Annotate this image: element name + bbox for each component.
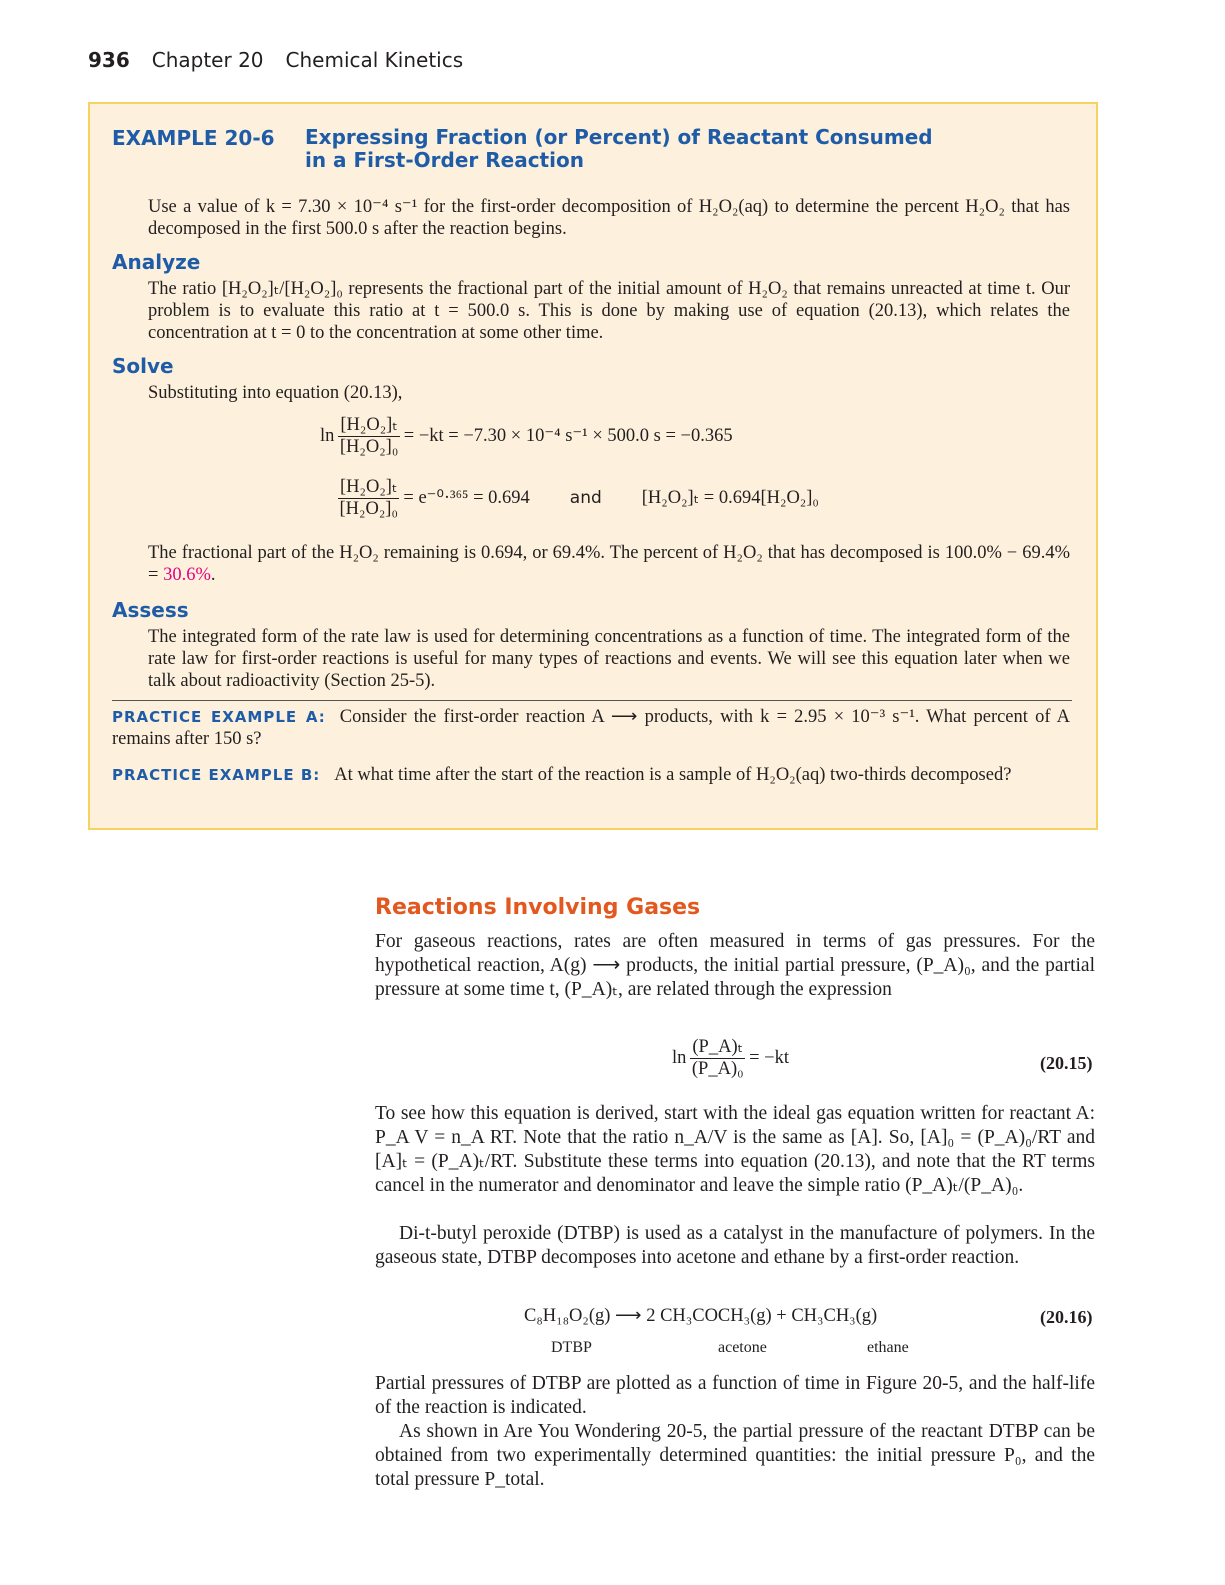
chapter-title: Chemical Kinetics (285, 48, 464, 72)
numerator: [H₂O₂]ₜ (340, 477, 398, 497)
example-box (88, 102, 1098, 830)
label-ethane: ethane (867, 1339, 909, 1356)
equation-20-15 (672, 1036, 789, 1080)
section-paragraph-4: Partial pressures of DTBP are plotted as a function of time in Figure 20-5, and the half-life of the reaction is indicated. (375, 1373, 1095, 1418)
equation-number-20-15: (20.15) (1040, 1053, 1093, 1073)
fraction (338, 476, 399, 520)
practice-a-text: Consider the first-order reaction A ⟶ products, with k = 2.95 × 10⁻³ s⁻¹. What percent of A remains after 150 s? (112, 707, 1070, 749)
label-dtbp: DTBP (551, 1339, 592, 1356)
analyze-heading: Analyze (112, 250, 201, 274)
result-text: The fractional part of the H₂O₂ remaining is 0.694, or 69.4%. The percent of H₂O₂ that has decomposed is 100.0% − 69.4% = (148, 543, 1070, 585)
equation-rhs: = e⁻⁰·³⁶⁵ = 0.694 (403, 488, 530, 508)
practice-b-label: PRACTICE EXAMPLE B: (112, 766, 321, 784)
practice-a-label: PRACTICE EXAMPLE A: (112, 708, 326, 726)
equation-rhs: = −kt (749, 1047, 789, 1068)
assess-text: The integrated form of the rate law is used for determining concentrations as a function of time. The integrated form of the rate law for first-order reactions is useful for many types of reactions and events. We will see this equation later when we talk about radioactivity (Section 25-5). (148, 627, 1070, 691)
section-paragraph-5: As shown in Are You Wondering 20-5, the partial pressure of the reactant DTBP can be obtained from two experimentally determined quantities: the initial pressure P₀, and the total pressure P_total. (375, 1421, 1095, 1490)
numerator: [H₂O₂]ₜ (340, 415, 398, 435)
practice-example-a (112, 706, 1070, 750)
solve-result: The fractional part of the H₂O₂ remaining is 0.694, or 69.4%. The percent of H₂O₂ that has decomposed is 100.0% − 69.4% = 30.6%. (148, 543, 1070, 585)
example-label: EXAMPLE 20-6 (112, 126, 275, 150)
section-paragraph-3: Di-t-butyl peroxide (DTBP) is used as a catalyst in the manufacture of polymers. In the gaseous state, DTBP decomposes into acetone and ethane by a first-order reaction. (375, 1223, 1095, 1268)
equation-rhs: = −kt = −7.30 × 10⁻⁴ s⁻¹ × 500.0 s = −0.365 (403, 426, 733, 446)
solve-heading: Solve (112, 354, 174, 378)
label-acetone: acetone (718, 1339, 767, 1356)
numerator: (P_A)ₜ (692, 1037, 744, 1057)
ln-symbol: ln (320, 425, 335, 446)
practice-b-text: At what time after the start of the reaction is a sample of H₂O₂(aq) two-thirds decomposed? (334, 765, 1012, 785)
equation-exp-ratio (334, 476, 819, 520)
denominator: [H₂O₂]₀ (339, 499, 398, 519)
section-heading: Reactions Involving Gases (375, 895, 701, 920)
equation-number-20-16: (20.16) (1040, 1307, 1093, 1327)
running-header (88, 48, 463, 72)
fraction (338, 414, 399, 458)
denominator: (P_A)₀ (691, 1059, 744, 1079)
and-word: and (569, 488, 602, 508)
example-title (305, 126, 933, 172)
divider (112, 700, 1072, 701)
answer-highlight: 30.6% (163, 565, 211, 585)
problem-text: Use a value of k = 7.30 × 10⁻⁴ s⁻¹ for the first-order decomposition of H₂O₂(aq) to determine the percent H₂O₂ that has decomposed in the first 500.0 s after the reaction begins. (148, 197, 1070, 239)
equation-result: [H₂O₂]ₜ = 0.694[H₂O₂]₀ (641, 488, 819, 508)
page-number: 936 (88, 48, 130, 72)
equation-20-16: C₈H₁₈O₂(g) ⟶ 2 CH₃COCH₃(g) + CH₃CH₃(g) (524, 1306, 878, 1326)
practice-example-b (112, 764, 1070, 786)
solve-intro: Substituting into equation (20.13), (148, 383, 403, 403)
fraction (690, 1036, 745, 1080)
chapter-label: Chapter 20 (151, 48, 264, 72)
section-paragraph-1: For gaseous reactions, rates are often measured in terms of gas pressures. For the hypothetical reaction, A(g) ⟶ products, the initial partial pressure, (P_A)₀, and the partial pressure at some time t, (P_A)ₜ, are related through the expression (375, 931, 1095, 1000)
equation-ln-ratio (320, 414, 733, 458)
example-title-line1: Expressing Fraction (or Percent) of Reactant Consumed (305, 125, 933, 149)
assess-heading: Assess (112, 598, 189, 622)
analyze-text: The ratio [H₂O₂]ₜ/[H₂O₂]₀ represents the fractional part of the initial amount of H₂O₂ that remains unreacted at time t. Our problem is to evaluate this ratio at t = 500.0 s. This is done by making use of equation (20.13), which relates the concentration at t = 0 to the concentration at some other time. (148, 279, 1070, 343)
denominator: [H₂O₂]₀ (339, 437, 399, 457)
section-paragraph-2: To see how this equation is derived, start with the ideal gas equation written for reactant A: P_A V = n_A RT. Note that the ratio n_A/V is the same as [A]. So, [A]₀ = (P_A)₀/RT and [A]ₜ = (P_A)ₜ/RT. Substitute these terms into equation (20.13), and note that the RT terms cancel in the numerator and denominator and leave the simple ratio (P_A)ₜ/(P_A)₀. (375, 1103, 1095, 1196)
example-title-line2: in a First-Order Reaction (305, 148, 584, 172)
ln-symbol: ln (672, 1047, 687, 1068)
